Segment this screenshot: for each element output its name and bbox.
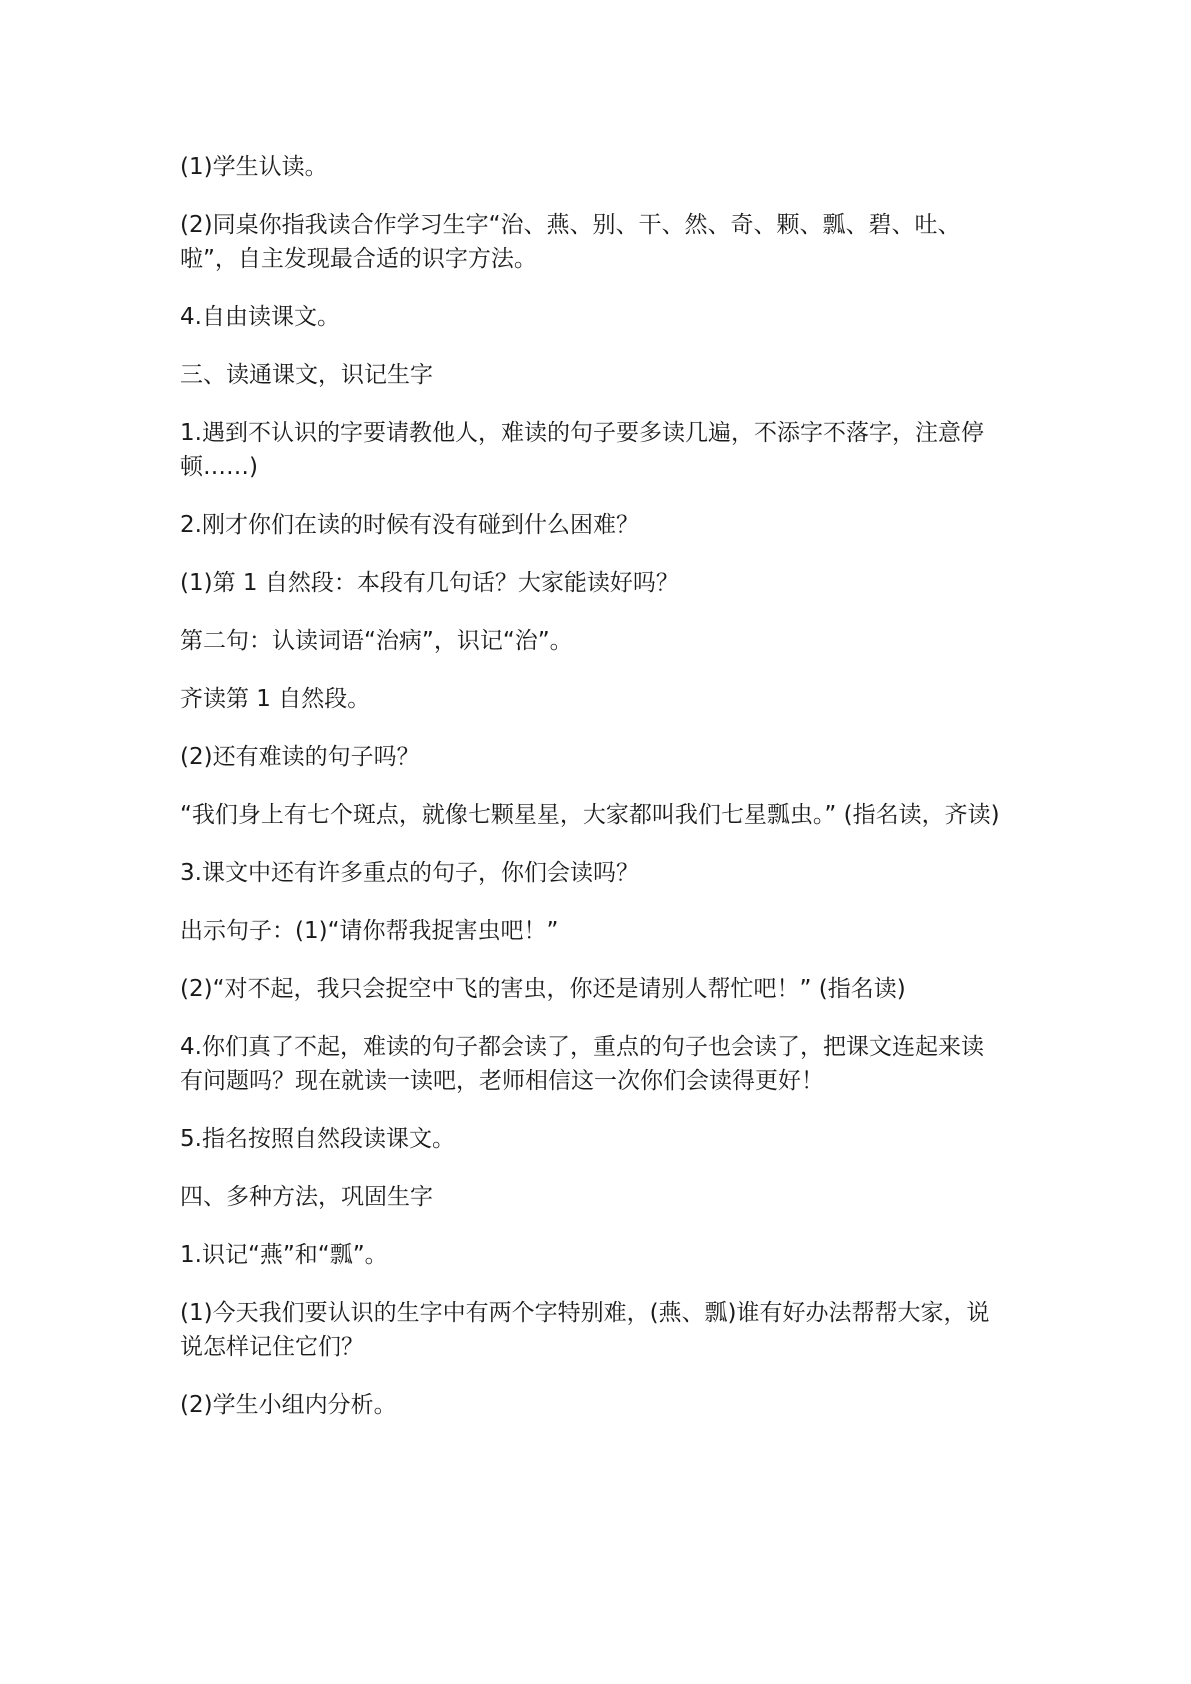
paragraph: (2)学生小组内分析。 bbox=[180, 1392, 397, 1418]
paragraph: 第二句：认读词语“治病”，识记“治”。 bbox=[180, 628, 573, 654]
paragraph: 4.自由读课文。 bbox=[180, 304, 340, 330]
paragraph: (1)学生认读。 bbox=[180, 154, 328, 180]
paragraph: 1.识记“燕”和“瓢”。 bbox=[180, 1242, 388, 1268]
paragraph: (1)第 1 自然段：本段有几句话？大家能读好吗？ bbox=[180, 570, 679, 596]
section-heading: 三、读通课文，识记生字 bbox=[180, 362, 433, 388]
paragraph: (2)“对不起，我只会捉空中飞的害虫，你还是请别人帮忙吧！” (指名读) bbox=[180, 976, 906, 1002]
paragraph: 5.指名按照自然段读课文。 bbox=[180, 1126, 455, 1152]
paragraph: 齐读第 1 自然段。 bbox=[180, 686, 371, 712]
paragraph: (1)今天我们要认识的生字中有两个字特别难，(燕、瓢)谁有好办法帮帮大家，说说怎样记住它们？ bbox=[180, 1300, 990, 1360]
paragraph: 3.课文中还有许多重点的句子，你们会读吗？ bbox=[180, 860, 639, 886]
section-heading: 四、多种方法，巩固生字 bbox=[180, 1184, 433, 1210]
paragraph: (2)还有难读的句子吗？ bbox=[180, 744, 420, 770]
paragraph: (2)同桌你指我读合作学习生字“治、燕、别、干、然、奇、颗、瓢、碧、吐、啦”，自主发现最合适的识字方法。 bbox=[180, 212, 961, 272]
paragraph: 2.刚才你们在读的时候有没有碰到什么困难？ bbox=[180, 512, 639, 538]
document-body bbox=[180, 150, 1000, 1446]
paragraph: 4.你们真了不起，难读的句子都会读了，重点的句子也会读了，把课文连起来读有问题吗？现在就读一读吧，老师相信这一次你们会读得更好！ bbox=[180, 1034, 984, 1094]
paragraph: 1.遇到不认识的字要请教他人，难读的句子要多读几遍，不添字不落字，注意停顿……) bbox=[180, 420, 984, 480]
paragraph: “我们身上有七个斑点，就像七颗星星，大家都叫我们七星瓢虫。” (指名读，齐读) bbox=[180, 802, 1000, 828]
paragraph: 出示句子：(1)“请你帮我捉害虫吧！” bbox=[180, 918, 559, 944]
